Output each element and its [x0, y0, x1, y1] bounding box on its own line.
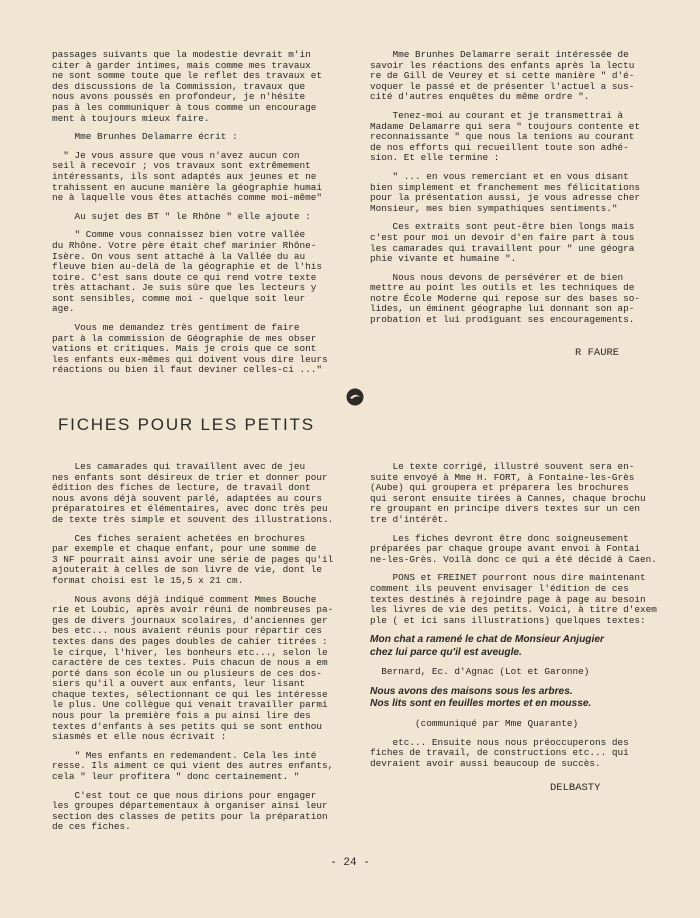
- paragraph: Tenez-moi au courant et je transmettrai à Madame Delamarre qui sera " toujours contente et reconnaissante " que nous la tenions au courant de nos efforts qui recueillent toute son adhé- sion. Et elle termine :: [370, 109, 641, 164]
- top-left-column: [52, 50, 352, 384]
- handwritten-example-2: Nous avons des maisons sous les arbres. Nos lits sont en feuilles mortes et en mousse.: [370, 685, 592, 710]
- paragraph: Les fiches devront être donc soigneusement préparées par chaque groupe avant envoi à Fontai ne-les-Grès. Voilà donc ce qui a été décidé à Caen.: [370, 532, 657, 565]
- paragraph: " Je vous assure que vous n'avez aucun con seil à recevoir ; vos travaux sont extrêmement intéressants, ils sont adaptés aux jeunes et ne trahissent en aucune manière la géographie humai ne à laquelle vous êtes attachés comme moi-même": [52, 149, 323, 204]
- paragraph: " Mes enfants en redemandent. Cela les inté resse. Ils aiment ce qui vient des autres enfants, cela " leur profitera " donc certainement. ": [52, 749, 334, 783]
- bottom-right-column: [370, 462, 670, 802]
- paragraph: Ces extraits sont peut-être bien longs mais c'est pour moi un devoir d'en faire part à tous les camarades qui travaillent pour " une géogra phie vivante et humaine ".: [370, 221, 635, 265]
- paragraph: Ces fiches seraient achetées en brochures par exemple et chaque enfant, pour une somme de 3 NF pourrait ainsi avoir une série de pages qu'il ajouterait à celles de son livre de vie, dont le format choisi est le 15,5 x 21 cm.: [52, 532, 334, 586]
- ornament-icon: [345, 387, 365, 407]
- section-heading: FICHES POUR LES PETITS: [58, 415, 315, 434]
- signature-r-faure: R FAURE: [575, 346, 620, 359]
- paragraph: Au sujet des BT " le Rhône " elle ajoute :: [52, 210, 311, 222]
- paragraph: Vous me demandez très gentiment de faire part à la commission de Géographie de mes obser vations et critiques. Mais je crois que ce sont les enfants eux-mêmes qui doivent vous dire leurs réactions ou bien il faut deviner celles-ci ...": [52, 322, 328, 376]
- handwritten-example-1: Mon chat a ramené le chat de Monsieur Anjugier chez lui parce qu'il est aveugle.: [370, 634, 604, 658]
- bottom-left-column: [52, 462, 352, 841]
- example-credit: (communiqué par Mme Quarante): [370, 717, 579, 729]
- paragraph: Les camarades qui travaillent avec de jeu nes enfants sont désireux de trier et donner pour édition des fiches de lecture, de travail dont nous avons déjà souvent parlé, adaptées au cours préparatoires et élémentaires, avec donc très peu de texte très simple et souvent des illustrations.: [52, 461, 334, 525]
- paragraph: Mme Brunhes Delamarre écrit :: [52, 131, 238, 143]
- paragraph: PONS et FREINET pourront nous dire maintenant comment ils peuvent envisager l'édition de ces textes destinés à rejoindre page à page au besoin les livres de vie des petits. Voici, à titre d'exem ple ( et ici sans illustrations) quelques textes:: [370, 572, 657, 626]
- paragraph: C'est tout ce que nous dirions pour engager les groupes départementaux à organiser ainsi leur section des classes de petits pour la préparation de ces fiches.: [52, 789, 328, 833]
- paragraph: Mme Brunhes Delamarre serait intéressée de savoir les réactions des enfants après la lectu re de Gill de Veurey et si cette manière " d'é- voquer le passé et de présenter l'actuel a sus- cité d'autres enquêtes du même ordre ".: [370, 49, 635, 103]
- paragraph: etc... Ensuite nous nous préoccuperons des fiches de travail, de constructions etc... qui devraient avoir aussi beaucoup de succès.: [370, 736, 629, 769]
- example-credit: Bernard, Ec. d'Agnac (Lot et Garonne): [370, 666, 590, 678]
- page-number: - 24 -: [330, 857, 370, 869]
- paragraph: Le texte corrigé, illustré souvent sera en- suite envoyé à Mme H. FORT, à Fontaine-les-Grès (Aube) qui groupera et préparera les brochures qui seront ensuite tirées à Cannes, chaque brochu re groupant en principe divers textes sur un cen tre d'intérêt.: [370, 461, 646, 525]
- top-right-column: [370, 50, 670, 366]
- paragraph: " Comme vous connaissez bien votre vallée du Rhône. Votre père était chef marinier Rhône- Isère. On vous sent attaché à la Vallée du au fleuve bien au-delà de la géographie et de l'his toire. C'est sans doute ce qui rend votre texte très attachant. Je suis sûre que les lecteurs y sont sensibles, comme moi - quelque soit leur age.: [52, 229, 323, 315]
- paragraph: passages suivants que la modestie devrait m'in citer à garder intimes, mais comme mes travaux ne sont somme toute que le reflet des travaux et des discussions de la Commission, travaux que nous avons poussés en profondeur, je n'hésite pas à les communiquer à tous comme un encourage ment à toujours mieux faire.: [52, 49, 323, 124]
- paragraph: Nous avons déjà indiqué comment Mmes Bouche rie et Loubic, après avoir réuni de nombreuses pa- ges de divers journaux scolaires, d'anciennes ger bes etc... nous avaient réunis pour répartir ces textes dans des pages doubles de cahier titrées : le cirque, l'hiver, les bonheurs etc..., selon le caractère de ces textes. Puis chacun de nous a em porté dans son école un ou plusieurs de ces dos- siers qu'il a ouvert aux enfants, leur lisant chaque textes, sélectionnant ce qui les intéresse le plus. Une collègue qui venait travailler parmi nous pour la première fois a pu ainsi lire des textes d'enfants à ses petits qui se sont enthou siasmés et elle nous écrivait :: [52, 593, 334, 743]
- paragraph: Nous nous devons de persévérer et de bien mettre au point les outils et les techniques de notre École Moderne qui repose sur des bases so- lides, un éminent géographe lui donnant son ap- probation et lui prodiguant ses encouragements.: [370, 271, 641, 326]
- paragraph: " ... en vous remerciant et en vous disant bien simplement et franchement mes félicitations pour la présentation aussi, je vous adresse cher Monsieur, mes bien sympathiques sentiments.": [370, 170, 641, 214]
- signature-delbasty: DELBASTY: [550, 782, 601, 795]
